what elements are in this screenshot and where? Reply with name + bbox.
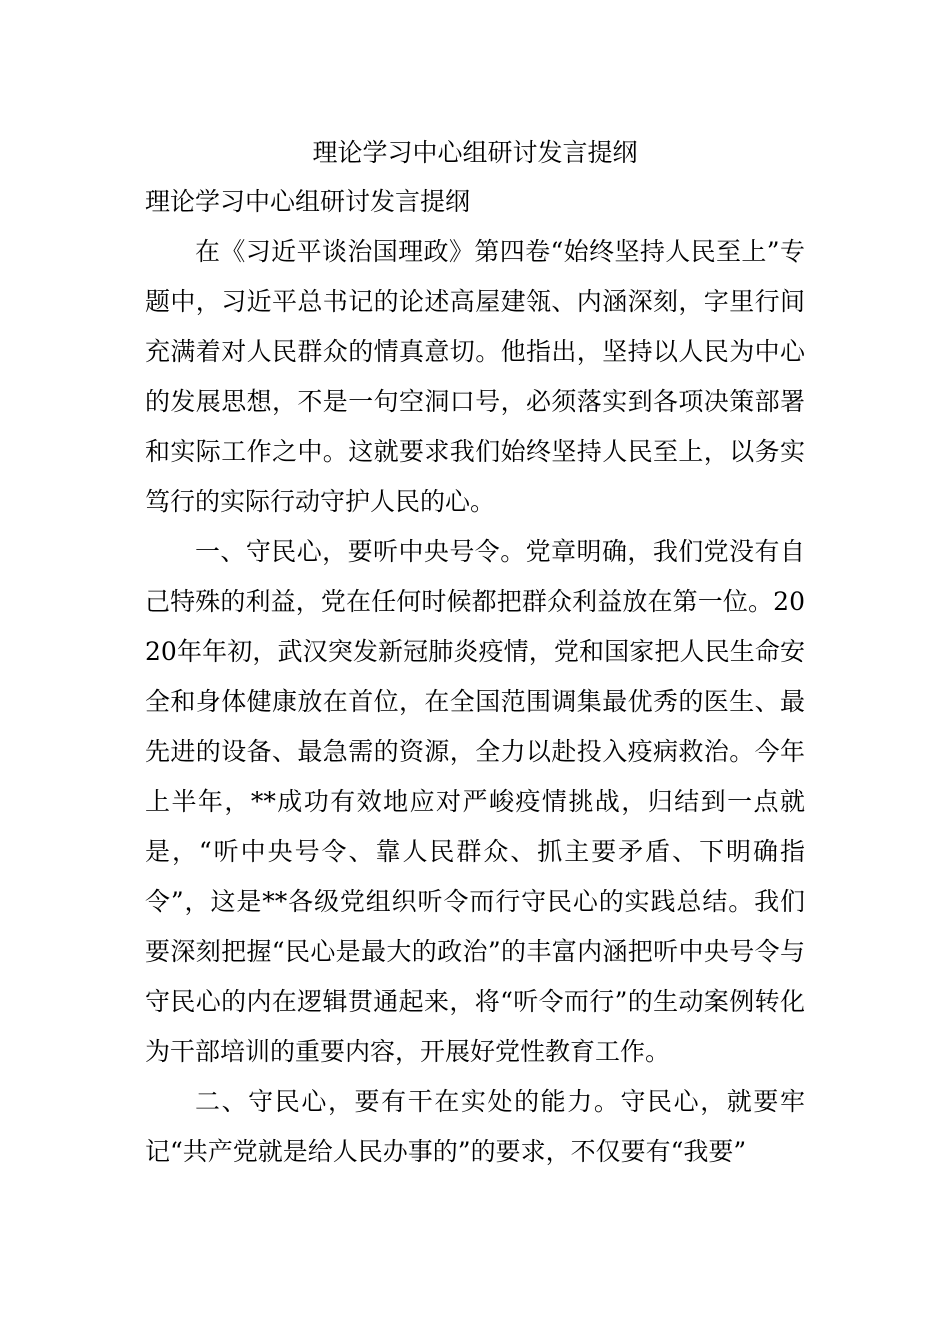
document-body	[145, 177, 805, 1177]
paragraph-intro: 在《习近平谈治国理政》第四卷“始终坚持人民至上”专题中，习近平总书记的论述高屋建瓴、内涵深刻，字里行间充满着对人民群众的情真意切。他指出，坚持以人民为中心的发展思想，不是一句空洞口号，必须落实到各项决策部署和实际工作之中。这就要求我们始终坚持人民至上，以务实笃行的实际行动守护人民的心。	[145, 237, 805, 516]
paragraph-section-1: 一、守民心，要听中央号令。党章明确，我们党没有自己特殊的利益，党在任何时候都把群众利益放在第一位。2020年年初，武汉突发新冠肺炎疫情，党和国家把人民生命安全和身体健康放在首位，在全国范围调集最优秀的医生、最先进的设备、最急需的资源，全力以赴投入疫病救治。今年上半年，**成功有效地应对严峻疫情挑战，归结到一点就是，“听中央号令、靠人民群众、抓主要矛盾、下明确指令”，这是**各级党组织听令而行守民心的实践总结。我们要深刻把握“民心是最大的政治”的丰富内涵把听中央号令与守民心的内在逻辑贯通起来，将“听令而行”的生动案例转化为干部培训的重要内容，开展好党性教育工作。	[145, 537, 805, 1066]
paragraph-section-2: 二、守民心，要有干在实处的能力。守民心，就要牢记“共产党就是给人民办事的”的要求，不仅要有“我要”	[145, 1087, 805, 1166]
document-subtitle: 理论学习中心组研讨发言提纲	[145, 187, 471, 216]
document-title: 理论学习中心组研讨发言提纲	[312, 138, 638, 167]
